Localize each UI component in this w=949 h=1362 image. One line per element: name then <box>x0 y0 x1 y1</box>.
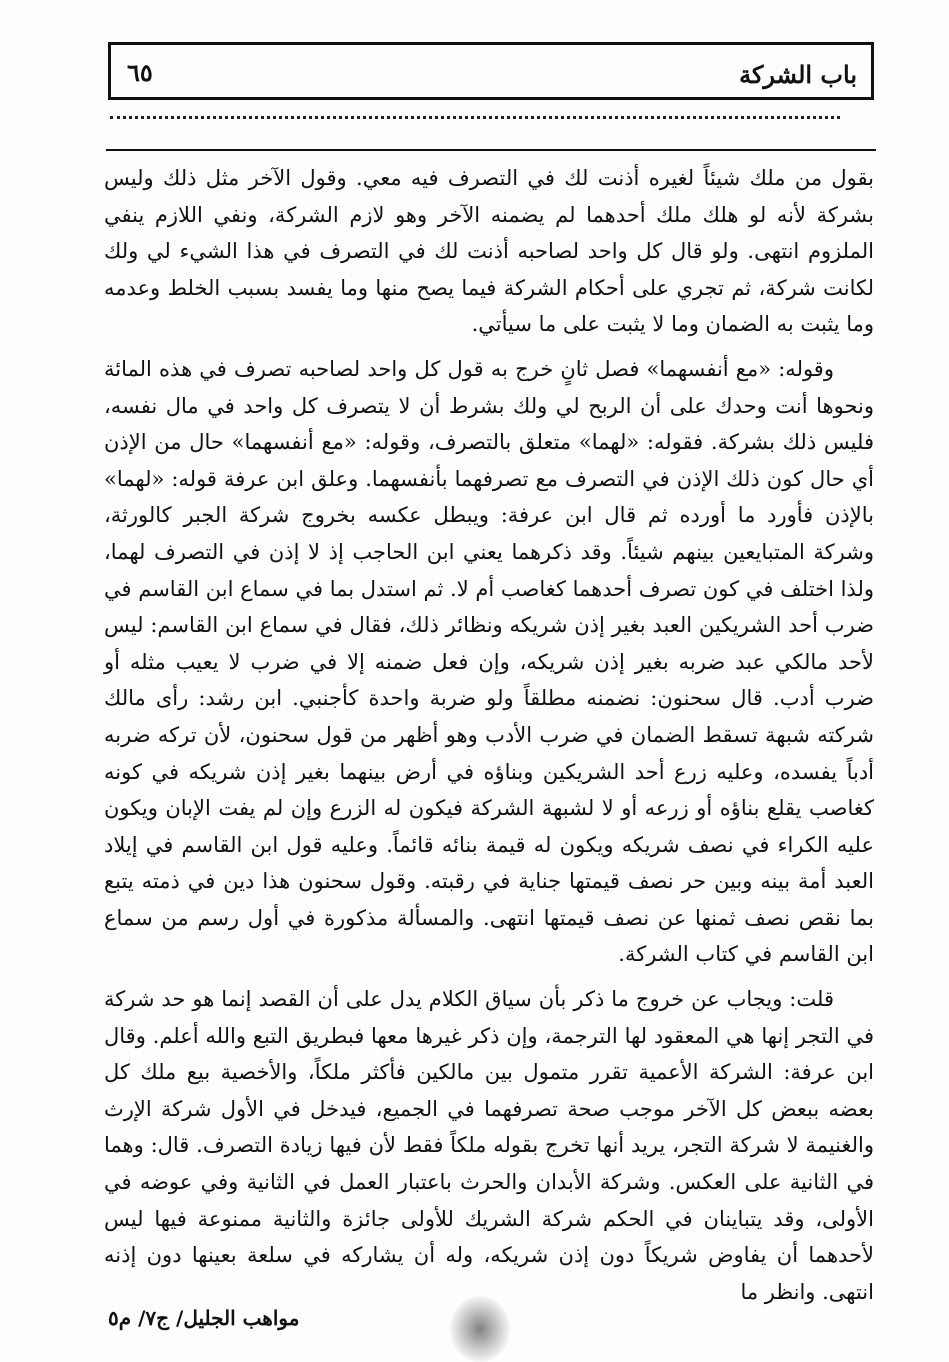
paragraph-1: بقول من ملك شيئاً لغيره أذنت لك في التصرف فيه معي. وقول الآخر مثل ذلك وليس بشركة لأنه لو هلك ملك أحدهما لم يضمنه الآخر وهو لازم الشركة، ونفي اللازم ينفي الملزوم انتهى. ولو قال كل واحد لصاحبه أذنت لك في التصرف في هذا الشيء لي ولك لكانت شركة، ثم تجري على أحكام الشركة فيما يصح منها وما يفسد بسبب الخلط وعدمه وما يثبت به الضمان وما لا يثبت على ما سيأتي. <box>104 166 874 337</box>
running-header <box>108 42 874 100</box>
ink-smudge <box>450 1296 510 1362</box>
paragraph-3: قلت: ويجاب عن خروج ما ذكر بأن سياق الكلام يدل على أن القصد إنما هو حد شركة في التجر إنها هي المعقود لها الترجمة، وإن ذكر غيرها معها فبطريق التبع والله أعلم. وقال ابن عرفة: الشركة الأعمية تقرر متمول بين مالكين فأكثر ملكاً، والأخصية بيع ملك كل بعضه ببعض كل الآخر موجب صحة تصرفهما في الجميع، فيدخل في الأول شركة الإرث والغنيمة لا شركة التجر، يريد أنها تخرج بقوله ملكاً فقط لأن فيها زيادة التصرف. قال: وهما في الثانية على العكس. وشركة الأبدان والحرث باعتبار العمل في الثانية وفي عوضه في الأولى، وقد يتباينان في الحكم شركة الشريك للأولى جائزة والثانية ممنوعة فيها ليس لأحدهما أن يفاوض شريكاً دون إذن شريكه، وله أن يشاركه في سلعة بعينها دون إذنه انتهى. وانظر ما <box>104 987 874 1304</box>
header-rule <box>106 149 876 151</box>
page-number: ٦٥ <box>127 58 153 87</box>
chapter-title: باب الشركة <box>739 60 857 89</box>
paragraph-2: وقوله: «مع أنفسهما» فصل ثانٍ خرج به قول كل واحد لصاحبه تصرف في هذه المائة ونحوها أنت وحدك على أن الربح لي ولك بشرط أن لا يتصرف كل واحد في مال نفسه، فليس ذلك بشركة. فقوله: «لهما» متعلق بالتصرف، وقوله: «مع أنفسهما» حال من الإذن أي حال كون ذلك الإذن في التصرف مع تصرفهما بأنفسهما. وعلق ابن عرفة قوله: «لهما» بالإذن فأورد ما أورده ثم قال ابن عرفة: ويبطل عكسه بخروج شركة الجبر كالورثة، وشركة المتبايعين بينهم شيئاً. وقد ذكرهما يعني ابن الحاجب إذ لا إذن في التصرف لهما، ولذا اختلف في كون تصرف أحدهما كغاصب أم لا. ثم استدل بما في سماع ابن القاسم في ضرب أحد الشريكين العبد بغير إذن شريكه ونظائر ذلك، فقال في سماع ابن القاسم: ليس لأحد مالكي عبد ضربه بغير إذن شريكه، وإن فعل ضمنه إلا في ضرب لا يعيب مثله أو ضرب أدب. قال سحنون: نضمنه مطلقاً ولو ضربة واحدة كأجنبي. ابن رشد: رأى مالك شركته شبهة تسقط الضمان في ضرب الأدب وهو أظهر من قول سحنون، لأن تركه ضربه أدباً يفسده، وعليه زرع أحد الشريكين وبناؤه في أرض بينهما بغير إذن شريكه في كونه كغاصب يقلع بناؤه أو زرعه أو لا لشبهة الشركة فيكون له الزرع وإن لم يفت الإبان ويكون عليه الكراء في نصف شريكه ويكون له قيمة بنائه قائماً. وعليه قول ابن القاسم في إيلاد العبد أمة بينه وبين حر نصف قيمتها جناية في رقبته. وقول سحنون هذا دين في ذمته يتبع بما نقص نصف ثمنها عن نصف قيمتها انتهى. والمسألة مذكورة في أول رسم من سماع ابن القاسم في كتاب الشركة. <box>104 356 874 967</box>
dotted-separator <box>110 116 840 119</box>
body-text <box>104 160 874 1318</box>
footer-reference: مواهب الجليل/ ج٧/ م٥ <box>108 1306 300 1330</box>
